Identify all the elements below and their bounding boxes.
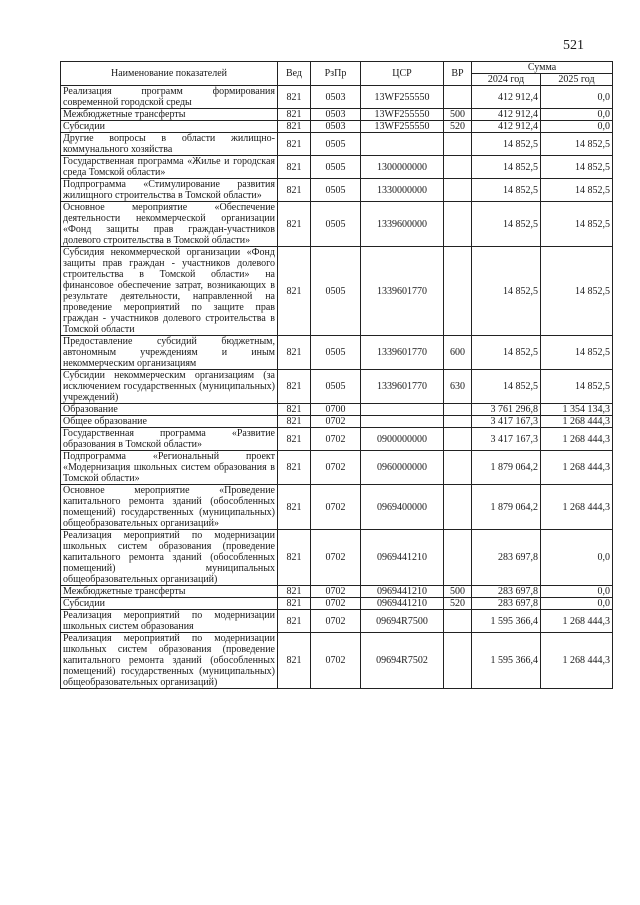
cell-sum-2024: 3 761 296,8 [472,404,541,416]
cell-vr [444,428,472,451]
table-row [61,121,613,133]
table-row [61,86,613,109]
cell-sum-2025: 14 852,5 [541,133,613,156]
cell-ved: 821 [278,428,311,451]
cell-name: Подпрограмма «Стимулирование развития жилищного строительства в Томской области» [61,179,278,202]
cell-sum-2025: 1 268 444,3 [541,610,613,633]
table-row [61,416,613,428]
table-row [61,247,613,336]
cell-vr: 520 [444,121,472,133]
cell-ved: 821 [278,86,311,109]
cell-name: Субсидии некоммерческим организациям (за исключением государственных (муниципальных) учреждений) [61,370,278,404]
table-row [61,404,613,416]
cell-csr: 09694R7500 [361,610,444,633]
cell-vr [444,530,472,586]
cell-rzpr: 0702 [311,610,361,633]
cell-rzpr: 0700 [311,404,361,416]
table-row [61,202,613,247]
cell-ved: 821 [278,121,311,133]
cell-sum-2024: 283 697,8 [472,530,541,586]
cell-sum-2025: 1 268 444,3 [541,416,613,428]
cell-ved: 821 [278,109,311,121]
cell-sum-2025: 14 852,5 [541,202,613,247]
cell-ved: 821 [278,370,311,404]
table-body [61,86,613,689]
cell-sum-2024: 1 879 064,2 [472,485,541,530]
cell-rzpr: 0702 [311,485,361,530]
cell-vr [444,485,472,530]
cell-name: Субсидии [61,598,278,610]
cell-csr [361,133,444,156]
cell-ved: 821 [278,404,311,416]
header-ved: Вед [278,62,311,86]
cell-vr: 500 [444,586,472,598]
header-sum: Сумма [472,62,613,74]
cell-rzpr: 0702 [311,428,361,451]
cell-sum-2024: 14 852,5 [472,179,541,202]
table-row [61,428,613,451]
cell-ved: 821 [278,133,311,156]
cell-name: Другие вопросы в области жилищно-коммунального хозяйства [61,133,278,156]
cell-sum-2024: 14 852,5 [472,156,541,179]
cell-csr: 0969441210 [361,586,444,598]
cell-sum-2025: 0,0 [541,86,613,109]
table-header-row [61,62,613,74]
cell-name: Основное мероприятие «Проведение капитального ремонта зданий (обособленных помещений) государственных (муниципальных) общеобразовательных организаций» [61,485,278,530]
table-row [61,370,613,404]
cell-name: Основное мероприятие «Обеспечение деятельности некоммерческой организации «Фонд защиты прав граждан-участников долевого строительства в Томской области» [61,202,278,247]
cell-csr [361,404,444,416]
cell-rzpr: 0503 [311,121,361,133]
cell-sum-2025: 0,0 [541,109,613,121]
header-year-2025: 2025 год [541,74,613,86]
page-number: 521 [563,38,584,53]
cell-name: Подпрограмма «Региональный проект «Модернизация школьных систем образования в Томской области» [61,451,278,485]
cell-vr: 500 [444,109,472,121]
cell-csr: 13WF255550 [361,121,444,133]
cell-vr: 520 [444,598,472,610]
cell-sum-2024: 1 879 064,2 [472,451,541,485]
cell-rzpr: 0702 [311,598,361,610]
cell-sum-2024: 412 912,4 [472,121,541,133]
cell-name: Субсидии [61,121,278,133]
cell-vr: 600 [444,336,472,370]
cell-rzpr: 0505 [311,370,361,404]
cell-sum-2025: 0,0 [541,121,613,133]
cell-name: Общее образование [61,416,278,428]
cell-rzpr: 0505 [311,336,361,370]
cell-rzpr: 0702 [311,530,361,586]
cell-csr: 0969441210 [361,598,444,610]
cell-name: Реализация программ формирования современной городской среды [61,86,278,109]
cell-sum-2025: 14 852,5 [541,336,613,370]
cell-sum-2024: 14 852,5 [472,202,541,247]
cell-ved: 821 [278,633,311,689]
cell-sum-2024: 283 697,8 [472,586,541,598]
cell-sum-2025: 0,0 [541,586,613,598]
cell-rzpr: 0505 [311,179,361,202]
cell-csr: 1339601770 [361,370,444,404]
cell-rzpr: 0702 [311,451,361,485]
cell-csr: 1339600000 [361,202,444,247]
cell-csr: 0969400000 [361,485,444,530]
cell-csr: 1330000000 [361,179,444,202]
cell-sum-2024: 14 852,5 [472,370,541,404]
cell-vr [444,202,472,247]
header-vr: ВР [444,62,472,86]
cell-ved: 821 [278,336,311,370]
cell-vr [444,133,472,156]
cell-csr: 0900000000 [361,428,444,451]
cell-vr [444,416,472,428]
cell-vr [444,610,472,633]
cell-rzpr: 0702 [311,586,361,598]
cell-sum-2024: 14 852,5 [472,336,541,370]
cell-name: Государственная программа «Развитие образования в Томской области» [61,428,278,451]
cell-ved: 821 [278,598,311,610]
cell-ved: 821 [278,156,311,179]
cell-ved: 821 [278,247,311,336]
header-name: Наименование показателей [61,62,278,86]
cell-name: Реализация мероприятий по модернизации школьных систем образования (проведение капитального ремонта зданий (обособленных помещений) государственных (муниципальных) общеобразовательных организаций) [61,633,278,689]
header-year-2024: 2024 год [472,74,541,86]
cell-vr [444,451,472,485]
cell-name: Субсидия некоммерческой организации «Фонд защиты прав граждан - участников долевого строительства в Томской области» на финансовое обеспечение затрат, возникающих в результате деятельности, направленной на проведение мероприятий по защите прав граждан - участников долевого строительства в Томской области [61,247,278,336]
cell-name: Государственная программа «Жилье и городская среда Томской области» [61,156,278,179]
cell-sum-2025: 1 268 444,3 [541,633,613,689]
cell-vr [444,179,472,202]
cell-sum-2024: 1 595 366,4 [472,633,541,689]
cell-rzpr: 0505 [311,156,361,179]
cell-sum-2025: 1 268 444,3 [541,451,613,485]
budget-table [60,61,613,689]
cell-sum-2024: 3 417 167,3 [472,416,541,428]
table-row [61,109,613,121]
cell-vr [444,247,472,336]
header-rzpr: РзПр [311,62,361,86]
cell-rzpr: 0505 [311,133,361,156]
cell-name: Межбюджетные трансферты [61,109,278,121]
table-row [61,485,613,530]
cell-name: Реализация мероприятий по модернизации школьных систем образования [61,610,278,633]
table-row [61,586,613,598]
cell-ved: 821 [278,530,311,586]
cell-name: Образование [61,404,278,416]
cell-csr [361,416,444,428]
cell-ved: 821 [278,485,311,530]
cell-sum-2025: 1 268 444,3 [541,428,613,451]
cell-ved: 821 [278,586,311,598]
table-row [61,156,613,179]
cell-vr [444,633,472,689]
cell-sum-2025: 0,0 [541,598,613,610]
cell-vr [444,404,472,416]
table-row [61,179,613,202]
cell-sum-2024: 412 912,4 [472,109,541,121]
cell-rzpr: 0505 [311,202,361,247]
cell-sum-2024: 14 852,5 [472,133,541,156]
cell-sum-2024: 1 595 366,4 [472,610,541,633]
cell-csr: 0969441210 [361,530,444,586]
cell-csr: 1339601770 [361,247,444,336]
cell-csr: 0960000000 [361,451,444,485]
cell-csr: 13WF255550 [361,109,444,121]
cell-vr [444,86,472,109]
cell-sum-2025: 14 852,5 [541,247,613,336]
cell-csr: 13WF255550 [361,86,444,109]
cell-sum-2025: 1 354 134,3 [541,404,613,416]
header-csr: ЦСР [361,62,444,86]
cell-vr [444,156,472,179]
cell-sum-2024: 3 417 167,3 [472,428,541,451]
table-row [61,633,613,689]
cell-ved: 821 [278,179,311,202]
cell-rzpr: 0503 [311,86,361,109]
table-row [61,598,613,610]
cell-vr: 630 [444,370,472,404]
cell-name: Межбюджетные трансферты [61,586,278,598]
cell-sum-2025: 1 268 444,3 [541,485,613,530]
cell-sum-2024: 412 912,4 [472,86,541,109]
cell-rzpr: 0702 [311,416,361,428]
table-row [61,133,613,156]
table-row [61,530,613,586]
cell-rzpr: 0702 [311,633,361,689]
cell-csr: 1339601770 [361,336,444,370]
cell-sum-2025: 14 852,5 [541,370,613,404]
cell-sum-2025: 0,0 [541,530,613,586]
cell-ved: 821 [278,610,311,633]
cell-name: Предоставление субсидий бюджетным, автономным учреждениям и иным некоммерческим организациям [61,336,278,370]
table-row [61,451,613,485]
cell-name: Реализация мероприятий по модернизации школьных систем образования (проведение капитального ремонта зданий (обособленных помещений) муниципальных общеобразовательных организаций) [61,530,278,586]
cell-sum-2024: 283 697,8 [472,598,541,610]
cell-ved: 821 [278,451,311,485]
cell-ved: 821 [278,202,311,247]
cell-ved: 821 [278,416,311,428]
cell-sum-2025: 14 852,5 [541,156,613,179]
cell-csr: 09694R7502 [361,633,444,689]
table-row [61,610,613,633]
cell-rzpr: 0505 [311,247,361,336]
cell-rzpr: 0503 [311,109,361,121]
table-row [61,336,613,370]
cell-sum-2025: 14 852,5 [541,179,613,202]
cell-csr: 1300000000 [361,156,444,179]
cell-sum-2024: 14 852,5 [472,247,541,336]
